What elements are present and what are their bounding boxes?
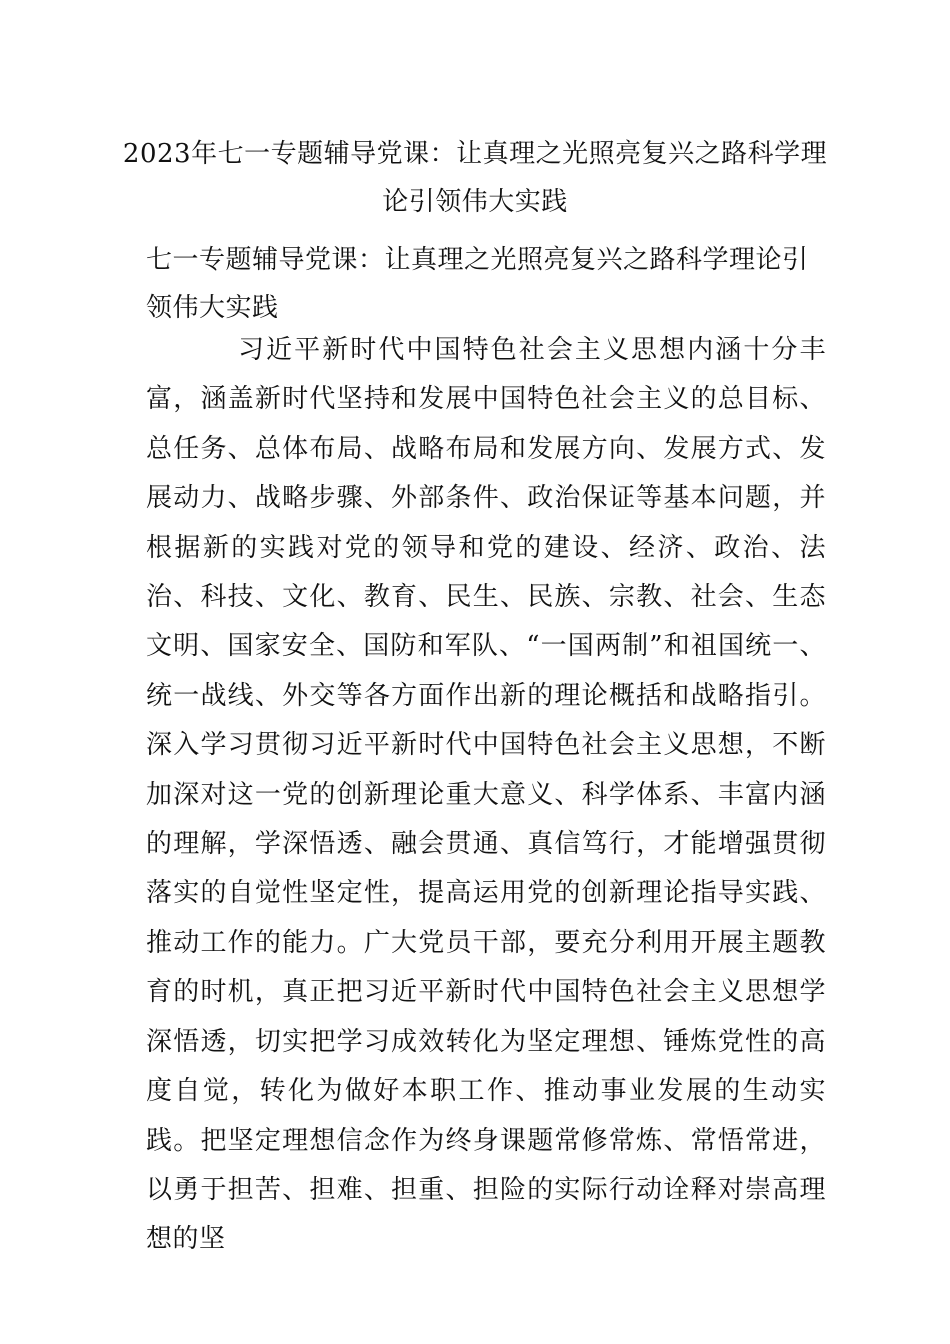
document-subtitle: 七一专题辅导党课：让真理之光照亮复兴之路科学理论引领伟大实践 [146,245,809,323]
document-title: 2023年七一专题辅导党课：让真理之光照亮复兴之路科学理论引领伟大实践 [122,139,828,217]
body-paragraph: 习近平新时代中国特色社会主义思想内涵十分丰富，涵盖新时代坚持和发展中国特色社会主义的总目标、总任务、总体布局、战略布局和发展方向、发展方式、发展动力、战略步骤、外部条件、政治保证等基本问题，并根据新的实践对党的领导和党的建设、经济、政治、法治、科技、文化、教育、民生、民族、宗教、社会、生态文明、国家安全、国防和军队、“一国两制”和祖国统一、统一战线、外交等各方面作出新的理论概括和战略指引。深入学习贯彻习近平新时代中国特色社会主义思想，不断加深对这一党的创新理论重大意义、科学体系、丰富内涵的理解，学深悟透、融会贯通、真信笃行，才能增强贯彻落实的自觉性坚定性，提高运用党的创新理论指导实践、推动工作的能力。广大党员干部，要充分利用开展主题教育的时机，真正把习近平新时代中国特色社会主义思想学深悟透，切实把学习成效转化为坚定理想、锤炼党性的高度自觉，转化为做好本职工作、推动事业发展的生动实践。把坚定理想信念作为终身课题常修常炼、常悟常进，以勇于担苦、担难、担重、担险的实际行动诠释对崇高理想的坚 [146,335,826,1255]
